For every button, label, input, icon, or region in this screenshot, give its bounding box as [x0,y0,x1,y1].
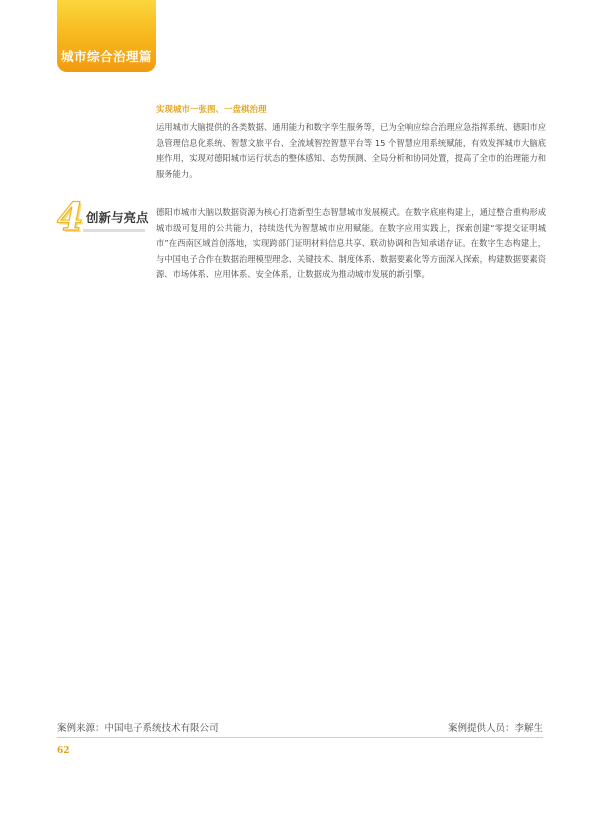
case-provider: 案例提供人员：李解生 [447,723,543,734]
section-underline [83,229,145,232]
subsection-body: 运用城市大脑提供的各类数据、通用能力和数字孪生服务等，已为全响应综合治理应急指挥系统、德阳市应急管理信息化系统、智慧文旅平台、全流域智控智慧平台等 15 个智慧应用系统赋能，有效发挥城市大脑底座作用，实现对德阳城市运行状态的整体感知、态势预测、全局分析和协同处置，提高了全市的治理能力和服务能力。 [156,122,546,179]
section-tab [57,0,156,72]
subsection-heading: 实现城市一张图、一盘棋治理 [156,105,267,115]
case-source: 案例来源：中国电子系统技术有限公司 [57,723,219,734]
section-body: 德阳市城市大脑以数据资源为核心打造新型生态智慧城市发展模式。在数字底座构建上，通过整合重构形成城市级可复用的公共能力，持续迭代为智慧城市应用赋能。在数字应用实践上，探索创建“零提交证明城市”在西南区域首创落地，实现跨部门证明材料信息共享、联动协调和告知承诺存证。在数字生态构建上，与中国电子合作在数据治理模型理念、关键技术、制度体系、数据要素化等方面深入探索，构建数据要素资源、市场体系、应用体系、安全体系，让数据成为推动城市发展的新引擎。 [156,207,546,280]
section-header [57,194,149,240]
section-tab-title: 城市综合治理篇 [60,49,152,64]
section-title: 创新与亮点 [86,210,149,225]
footer-divider [57,737,543,738]
page-number: 62 [57,746,70,756]
section-number: 4 [57,194,84,239]
